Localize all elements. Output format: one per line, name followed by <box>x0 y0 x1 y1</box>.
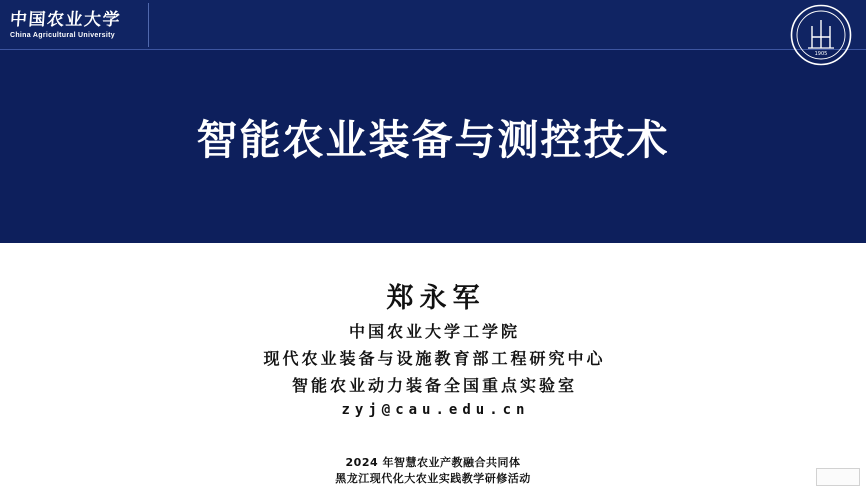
slide-body <box>0 243 866 486</box>
slide-title: 智能农业装备与测控技术 <box>196 116 670 164</box>
svg-text:1905: 1905 <box>814 51 828 57</box>
corner-control[interactable] <box>816 468 860 486</box>
header-divider-line <box>0 49 866 50</box>
presenter-name: 郑永军 <box>386 283 486 314</box>
logo-divider <box>148 3 149 47</box>
university-crest-icon <box>790 4 852 66</box>
university-name-english: China Agricultural University <box>10 32 115 40</box>
event-line-1: 2024 年智慧农业产教融合共同体 <box>345 456 521 469</box>
university-name-chinese: 中国农业大学 <box>9 9 122 30</box>
event-line-2: 黑龙江现代化大农业实践教学研修活动 <box>335 472 531 485</box>
affiliation-line-1: 中国农业大学工学院 <box>348 322 520 341</box>
affiliation-line-2: 现代农业装备与设施教育部工程研究中心 <box>263 349 606 368</box>
presenter-email: zyj@cau.edu.cn <box>341 402 530 418</box>
affiliation-line-3: 智能农业动力装备全国重点实验室 <box>291 376 577 395</box>
university-wordmark <box>10 4 140 46</box>
